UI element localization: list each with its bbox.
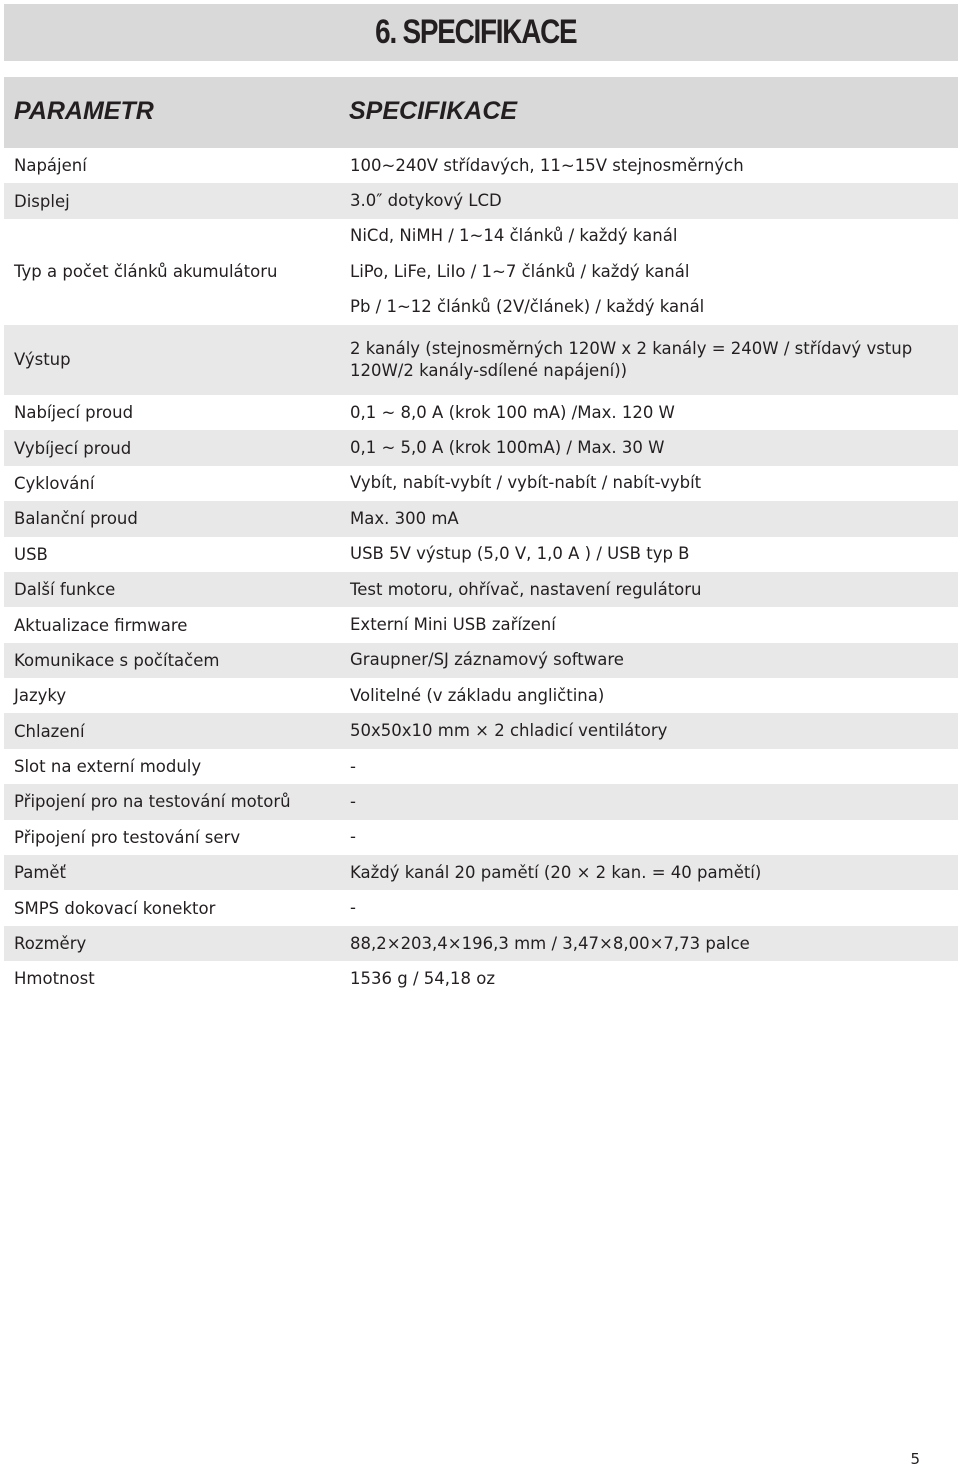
specification-line: - [350, 827, 356, 847]
specification-value [350, 820, 950, 855]
specification-value [350, 430, 950, 465]
parameter-label: Slot na externí moduly [14, 757, 202, 777]
specification-value [350, 219, 950, 325]
table-row [4, 855, 958, 890]
parameter-label: Komunikace s počítačem [14, 650, 220, 670]
parameter-label: Jazyky [14, 686, 67, 706]
table-row [4, 607, 958, 642]
specification-line: Externí Mini USB zařízení [350, 615, 556, 634]
specification-value [350, 466, 950, 501]
specification-line: 2 kanály (stejnosměrných 120W x 2 kanály = 240W / střídavý vstup 120W/2 kanály-sdílené napájení)) [350, 338, 913, 380]
page-title: 6. SPECIFIKACE [374, 13, 576, 51]
specification-value [350, 148, 950, 183]
parameter-label: Typ a počet článků akumulátoru [14, 262, 278, 282]
parameter-label: Aktualizace firmware [14, 615, 188, 635]
specification-value [350, 607, 950, 642]
specification-line: NiCd, NiMH / 1~14 článků / každý kanál [350, 226, 678, 246]
table-row [4, 890, 958, 925]
table-row [4, 961, 958, 996]
specification-line: - [350, 791, 356, 811]
section-title-bar [4, 4, 958, 61]
specification-line: LiPo, LiFe, LiIo / 1~7 článků / každý kanál [350, 261, 690, 281]
table-row [4, 395, 958, 430]
specification-value [350, 395, 950, 430]
table-row [4, 501, 958, 536]
table-row [4, 643, 958, 678]
table-row [4, 537, 958, 572]
table-row [4, 713, 958, 748]
table-row [4, 678, 958, 713]
table-row [4, 926, 958, 961]
specification-value [350, 537, 950, 572]
table-row [4, 466, 958, 501]
specification-line: - [350, 898, 356, 918]
parameter-label: Připojení pro testování serv [14, 827, 241, 847]
parameter-label: Další funkce [14, 580, 116, 600]
specification-value [350, 325, 950, 395]
table-row [4, 784, 958, 819]
parameter-label: Nabíjecí proud [14, 403, 134, 423]
specification-line: - [350, 756, 356, 776]
spec-table-body [4, 148, 958, 997]
specification-line: Každý kanál 20 pamětí (20 × 2 kan. = 40 pamětí) [350, 862, 762, 882]
table-row [4, 148, 958, 183]
parameter-label: Hmotnost [14, 969, 95, 989]
table-row [4, 219, 958, 325]
specification-line: Graupner/SJ záznamový software [350, 650, 624, 670]
parameter-label: Napájení [14, 156, 87, 176]
specification-line: 3.0″ dotykový LCD [350, 191, 502, 211]
specification-line: 0,1 ~ 5,0 A (krok 100mA) / Max. 30 W [350, 438, 665, 458]
specification-value [350, 890, 950, 925]
specification-value [350, 678, 950, 713]
table-row [4, 430, 958, 465]
parameter-label: USB [14, 544, 48, 564]
specification-line: 88,2×203,4×196,3 mm / 3,47×8,00×7,73 palce [350, 933, 750, 953]
specification-line: Test motoru, ohřívač, nastavení regulátoru [350, 579, 702, 599]
parameter-label: Vybíjecí proud [14, 438, 132, 458]
parameter-label: SMPS dokovací konektor [14, 898, 216, 918]
specification-value [350, 749, 950, 784]
page-number: 5 [910, 1450, 920, 1468]
parameter-label: Cyklování [14, 473, 95, 493]
specification-value [350, 643, 950, 678]
specification-value [350, 784, 950, 819]
table-row [4, 820, 958, 855]
parameter-label: Paměť [14, 863, 67, 883]
specification-line: 1536 g / 54,18 oz [350, 968, 495, 988]
specification-value [350, 713, 950, 748]
parameter-label: Chlazení [14, 721, 85, 741]
column-header-parameter: PARAMETR [14, 97, 154, 125]
specification-line: Vybít, nabít-vybít / vybít-nabít / nabít-vybít [350, 473, 702, 493]
table-header [4, 77, 958, 148]
specification-line: 50x50x10 mm × 2 chladicí ventilátory [350, 721, 668, 741]
specification-value [350, 183, 950, 218]
specification-line: Pb / 1~12 článků (2V/článek) / každý kanál [350, 297, 705, 317]
specification-value [350, 855, 950, 890]
specification-line: USB 5V výstup (5,0 V, 1,0 A ) / USB typ B [350, 544, 690, 564]
table-row [4, 572, 958, 607]
parameter-label: Výstup [14, 350, 71, 370]
specification-value [350, 961, 950, 996]
specification-value [350, 501, 950, 536]
specification-value [350, 926, 950, 961]
parameter-label: Displej [14, 191, 70, 211]
parameter-label: Rozměry [14, 934, 87, 954]
table-row [4, 749, 958, 784]
parameter-label: Připojení pro na testování motorů [14, 792, 291, 812]
specification-line: 0,1 ~ 8,0 A (krok 100 mA) /Max. 120 W [350, 402, 675, 422]
specification-value [350, 572, 950, 607]
column-header-specification: SPECIFIKACE [349, 97, 518, 125]
table-row [4, 325, 958, 395]
parameter-label: Balanční proud [14, 509, 138, 529]
specification-line: Volitelné (v základu angličtina) [350, 685, 605, 705]
specification-line: Max. 300 mA [350, 508, 459, 528]
table-row [4, 183, 958, 218]
specification-line: 100~240V střídavých, 11~15V stejnosměrných [350, 155, 744, 175]
